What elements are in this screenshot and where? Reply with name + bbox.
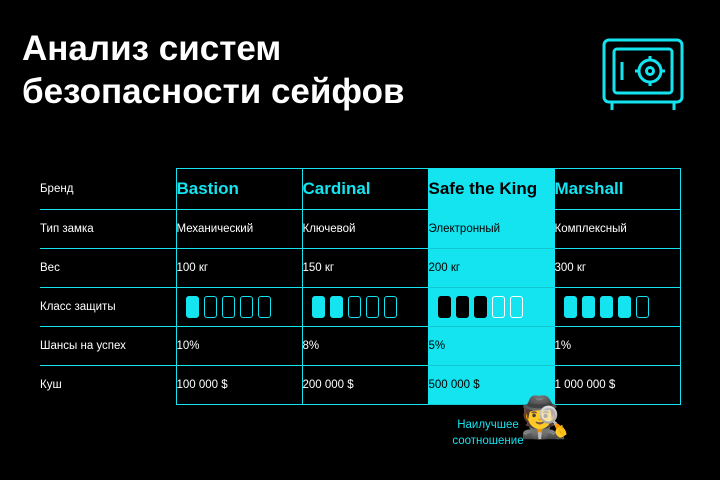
rating-bar-filled [474,296,487,318]
safe-icon [600,36,686,114]
rating-bar-empty [492,296,505,318]
rating-bar-empty [258,296,271,318]
table-row-prize [40,366,680,405]
table-row-success-chance [40,327,680,366]
rating-bar-empty [366,296,379,318]
rating-bar-empty [204,296,217,318]
rating-bar-filled [312,296,325,318]
page-title-line-2: безопасности сейфов [22,71,405,111]
page-title [22,28,542,113]
column-header-safe-the-king: Safe the King [428,169,554,210]
comparison-table [40,168,681,405]
cell-weight-marshall: 300 кг [554,249,680,288]
row-label-success-chance: Шансы на успех [40,327,176,366]
cell-weight-cardinal: 150 кг [302,249,428,288]
rating-bar-empty [348,296,361,318]
rating-bar-empty [222,296,235,318]
table-row-weight [40,249,680,288]
cell-protection-cardinal [302,288,428,327]
rating-bar-filled [438,296,451,318]
column-header-bastion: Bastion [176,169,302,210]
row-label-weight: Вес [40,249,176,288]
row-label-protection-class: Класс защиты [40,288,176,327]
cell-prize-bastion: 100 000 $ [176,366,302,405]
cell-prize-safe-the-king: 500 000 $ [428,366,554,405]
rating-bar-empty [510,296,523,318]
cell-weight-bastion: 100 кг [176,249,302,288]
row-label-prize: Куш [40,366,176,405]
rating-bars-marshall [555,288,680,326]
row-label-lock-type: Тип замка [40,210,176,249]
rating-bar-filled [600,296,613,318]
page-title-line-1: Анализ систем [22,29,282,68]
rating-bars-bastion [177,288,302,326]
rating-bar-filled [582,296,595,318]
rating-bar-empty [240,296,253,318]
rating-bar-filled [618,296,631,318]
table-row-lock-type [40,210,680,249]
cell-success-marshall: 1% [554,327,680,366]
rating-bar-filled [186,296,199,318]
rating-bar-filled [330,296,343,318]
cell-lock-type-marshall: Комплексный [554,210,680,249]
rating-bar-empty [384,296,397,318]
cell-protection-bastion [176,288,302,327]
column-header-cardinal: Cardinal [302,169,428,210]
cell-success-cardinal: 8% [302,327,428,366]
best-value-note-line-2: соотношение [452,434,524,447]
cell-weight-safe-the-king: 200 кг [428,249,554,288]
cell-prize-marshall: 1 000 000 $ [554,366,680,405]
cell-lock-type-cardinal: Ключевой [302,210,428,249]
detective-icon: 🕵️ [520,396,570,440]
rating-bar-filled [456,296,469,318]
cell-prize-cardinal: 200 000 $ [302,366,428,405]
column-header-marshall: Marshall [554,169,680,210]
rating-bar-empty [636,296,649,318]
cell-lock-type-safe-the-king: Электронный [428,210,554,249]
rating-bars-cardinal [303,288,428,326]
cell-protection-safe-the-king [428,288,554,327]
rating-bar-filled [564,296,577,318]
cell-protection-marshall [554,288,680,327]
table-row-protection-class [40,288,680,327]
best-value-note-line-1: Наилучшее [457,419,519,431]
row-label-brand: Бренд [40,169,176,210]
cell-success-safe-the-king: 5% [428,327,554,366]
table-row-brand [40,169,680,210]
cell-success-bastion: 10% [176,327,302,366]
cell-lock-type-bastion: Механический [176,210,302,249]
rating-bars-safe-the-king [429,288,554,326]
